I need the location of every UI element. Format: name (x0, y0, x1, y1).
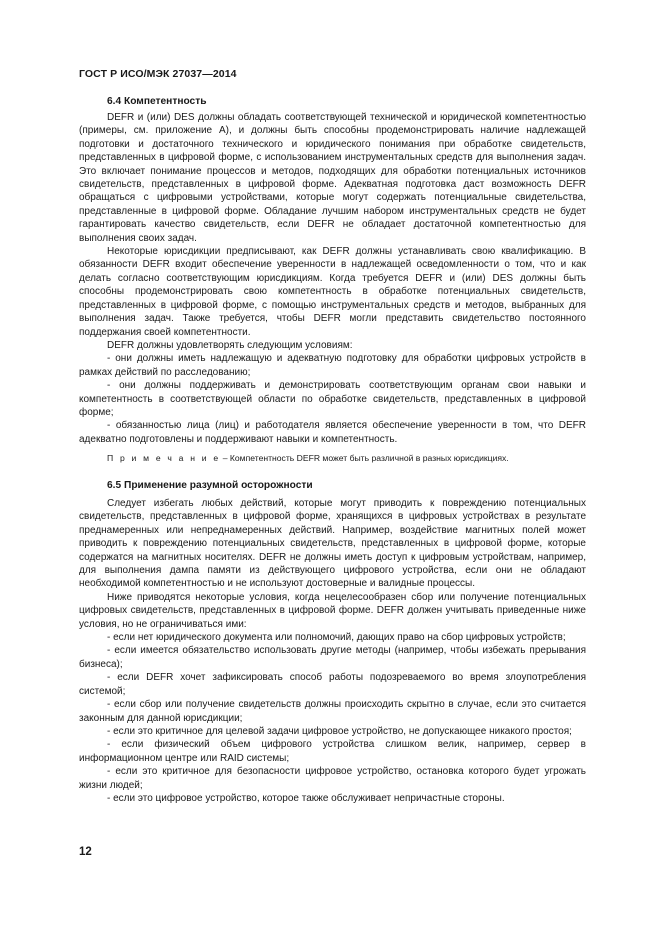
list-item: - если это цифровое устройство, которое также обслуживает непричастные стороны. (107, 792, 505, 804)
paragraph: Следует избегать любых действий, которые могут приводить к повреждению потенциальных свидетельств, представленных в цифровой форме, хранящихся в цифровых устройствах в результате преднамеренных или непреднамеренных действий. Например, воздействие магнитных полей может приводить к повреждению потенциальных свидетельств, представленных в цифровой форме, которые содержатся на магнитных носителях. DEFR не должны иметь доступ к цифровым устройствам, например, для выполнения дампа памяти из действующего цифрового устройства, если они не обладают необходимой компетентностью и не используют достоверные и валидные процессы. (79, 498, 586, 590)
paragraph: DEFR и (или) DES должны обладать соответствующей технической и юридической компетентностью (примеры, см. приложение А), и должны быть способны продемонстрировать наличие надлежащей подготовки и достаточного технического и юридического понимания при обработке свидетельств, представленных в цифровой форме, с использованием инструментальных средств для выполнения задач. Это включает понимание процессов и методов, подходящих для обработки потенциальных источников свидетельств, представленных в цифровой форме. Адекватная подготовка даст возможность DEFR обращаться с цифровыми устройствами, которые могут содержать потенциальные свидетельства, представленные в цифровой форме. Обладание лучшим набором инструментальных средств не будет гарантировать качество свидетельств, если DEFR не обладает достаточной компетентностью для выполнения своих задач. (79, 112, 586, 244)
page-number: 12 (79, 846, 92, 858)
list-item: - если DEFR хочет зафиксировать способ работы подозреваемого во время злоупотребления системой; (79, 672, 586, 697)
list-item: - если сбор или получение свидетельств должны происходить скрытно в случае, если это считается законным для данной юрисдикции; (79, 699, 586, 724)
list-item: - если нет юридического документа или полномочий, дающих право на сбор цифровых устройств; (107, 632, 566, 644)
note-label: П р и м е ч а н и е (107, 453, 221, 463)
list-item: - если это критичное для целевой задачи цифровое устройство, не допускающее никакого простоя; (107, 725, 572, 737)
section-6-4-body (79, 111, 586, 446)
section-6-5 (79, 479, 586, 492)
list-item: - обязанностью лица (лиц) и работодателя является обеспечение уверенности в том, что DEFR адекватно подготовлены и поддерживают навыки и компетентность. (79, 420, 586, 445)
note-body: – Компетентность DEFR может быть различной в разных юрисдикциях. (220, 453, 509, 463)
section-heading: 6.5 Применение разумной осторожности (107, 480, 313, 491)
paragraph: DEFR должны удовлетворять следующим условиям: (107, 339, 353, 351)
list-item: - если физический объем цифрового устройства слишком велик, например, сервер в информационном центре или RAID системы; (79, 739, 586, 764)
note (79, 452, 586, 464)
list-item: - если это критичное для безопасности цифровое устройство, остановка которого будет угрожать жизни людей; (79, 766, 586, 791)
note-text (79, 452, 586, 464)
document-header: ГОСТ Р ИСО/МЭК 27037—2014 (79, 68, 237, 80)
list-item: - они должны иметь надлежащую и адекватную подготовку для обработки цифровых устройств в рамках действий по расследованию; (79, 353, 586, 378)
section-heading: 6.4 Компетентность (107, 96, 207, 107)
paragraph: Некоторые юрисдикции предписывают, как DEFR должны устанавливать свою квалификацию. В обязанности DEFR входит обеспечение уверенности в надлежащей осведомленности о том, что и как делать согласно соответствующим юрисдикциям. Когда требуется DEFR и (или) DES должны быть способны продемонстрировать свою компетентность в обработке потенциальных свидетельств, представленных в цифровой форме, с помощью инструментальных средств и методов, выбранных для выполнения задач. Также требуется, чтобы DEFR могли представить свидетельство постоянного поддержания своей компетентности. (79, 246, 586, 338)
section-6-4 (79, 95, 586, 108)
paragraph: Ниже приводятся некоторые условия, когда нецелесообразен сбор или получение потенциальных цифровых свидетельств, представленных в цифровой форме. DEFR должен учитывать приведенные ниже условия, но не ограничиваться ими: (79, 591, 586, 630)
section-6-5-body (79, 497, 586, 805)
list-item: - если имеется обязательство использовать другие методы (например, чтобы избежать прерывания бизнеса); (79, 645, 586, 670)
list-item: - они должны поддерживать и демонстрировать соответствующим органам свои навыки и компетентность в соответствующей области по обработке свидетельств, представленных в цифровой форме; (79, 380, 586, 418)
